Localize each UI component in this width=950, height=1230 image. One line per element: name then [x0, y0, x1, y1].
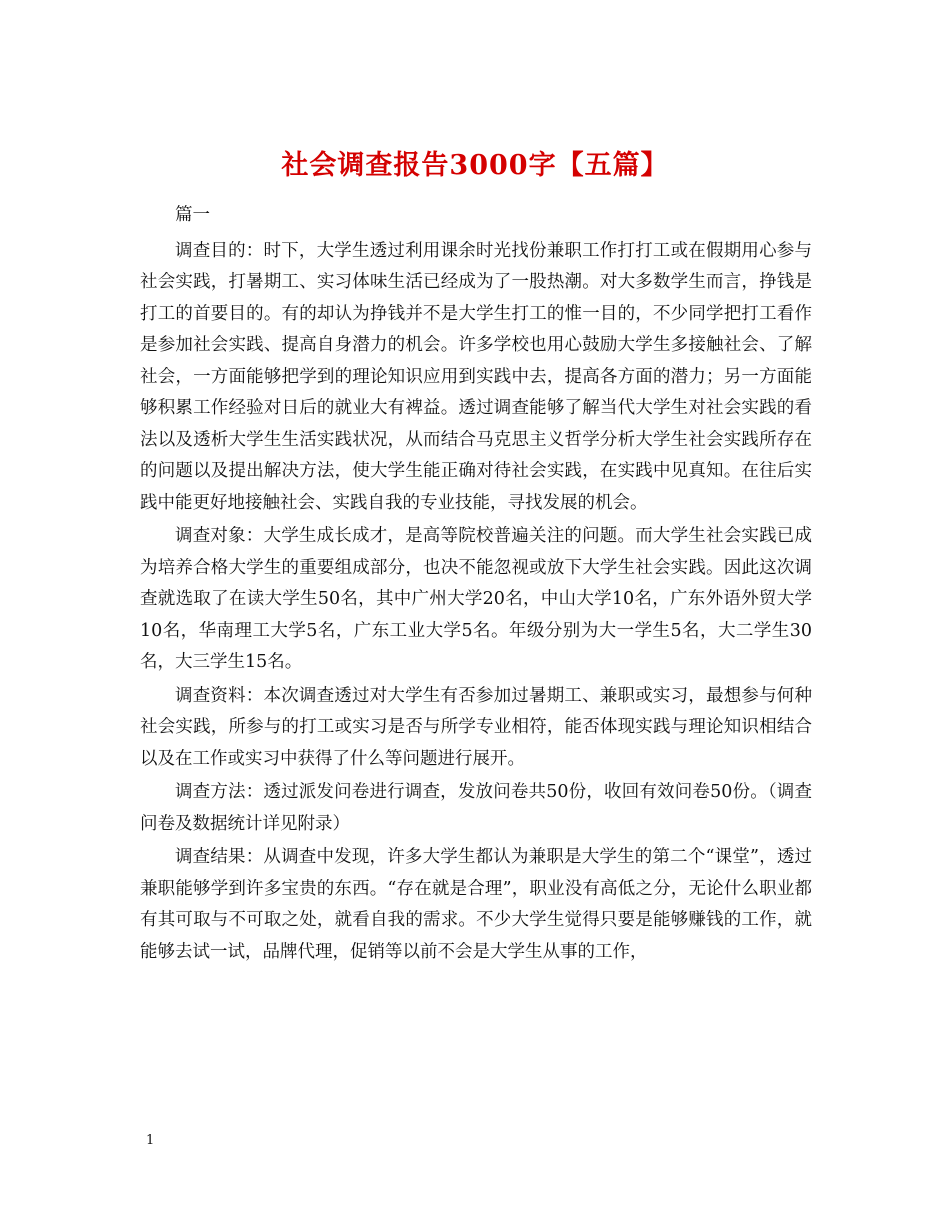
page-number: 1 — [146, 1133, 155, 1148]
document-body — [140, 200, 812, 968]
paragraph-results: 调查结果：从调查中发现，许多大学生都认为兼职是大学生的第二个“课堂”，透过兼职能够学到许多宝贵的东西。“存在就是合理”，职业没有高低之分，无论什么职业都有其可取与不可取之处，就看自我的需求。不少大学生觉得只要是能够赚钱的工作，就能够去试一试，品牌代理，促销等以前不会是大学生从事的工作， — [140, 847, 812, 962]
section-label: 篇一 — [175, 205, 210, 225]
paragraph-method: 调查方法：透过派发问卷进行调查，发放问卷共50份，收回有效问卷50份。（调查问卷及数据统计详见附录） — [140, 782, 812, 834]
paragraph-purpose: 调查目的：时下，大学生透过利用课余时光找份兼职工作打打工或在假期用心参与社会实践，打暑期工、实习体味生活已经成为了一股热潮。对大多数学生而言，挣钱是打工的首要目的。有的却认为挣钱并不是大学生打工的惟一目的，不少同学把打工看作是参加社会实践、提高自身潜力的机会。许多学校也用心鼓励大学生多接触社会、了解社会，一方面能够把学到的理论知识应用到实践中去，提高各方面的潜力；另一方面能够积累工作经验对日后的就业大有裨益。透过调查能够了解当代大学生对社会实践的看法以及透析大学生生活实践状况，从而结合马克思主义哲学分析大学生社会实践所存在的问题以及提出解决方法，使大学生能正确对待社会实践，在实践中见真知。在往后实践中能更好地接触社会、实践自我的专业技能，寻找发展的机会。 — [140, 240, 812, 513]
paragraph-subjects: 调查对象：大学生成长成才，是高等院校普遍关注的问题。而大学生社会实践已成为培养合格大学生的重要组成部分，也决不能忽视或放下大学生社会实践。因此这次调查就选取了在读大学生50名，其中广州大学20名，中山大学10名，广东外语外贸大学10名，华南理工大学5名，广东工业大学5名。年级分别为大一学生5名，大二学生30名，大三学生15名。 — [140, 526, 812, 672]
paragraph-materials: 调查资料：本次调查透过对大学生有否参加过暑期工、兼职或实习，最想参与何种社会实践，所参与的打工或实习是否与所学专业相符，能否体现实践与理论知识相结合以及在工作或实习中获得了什么等问题进行展开。 — [140, 685, 812, 769]
document-title: 社会调查报告3000字【五篇】 — [281, 150, 669, 182]
